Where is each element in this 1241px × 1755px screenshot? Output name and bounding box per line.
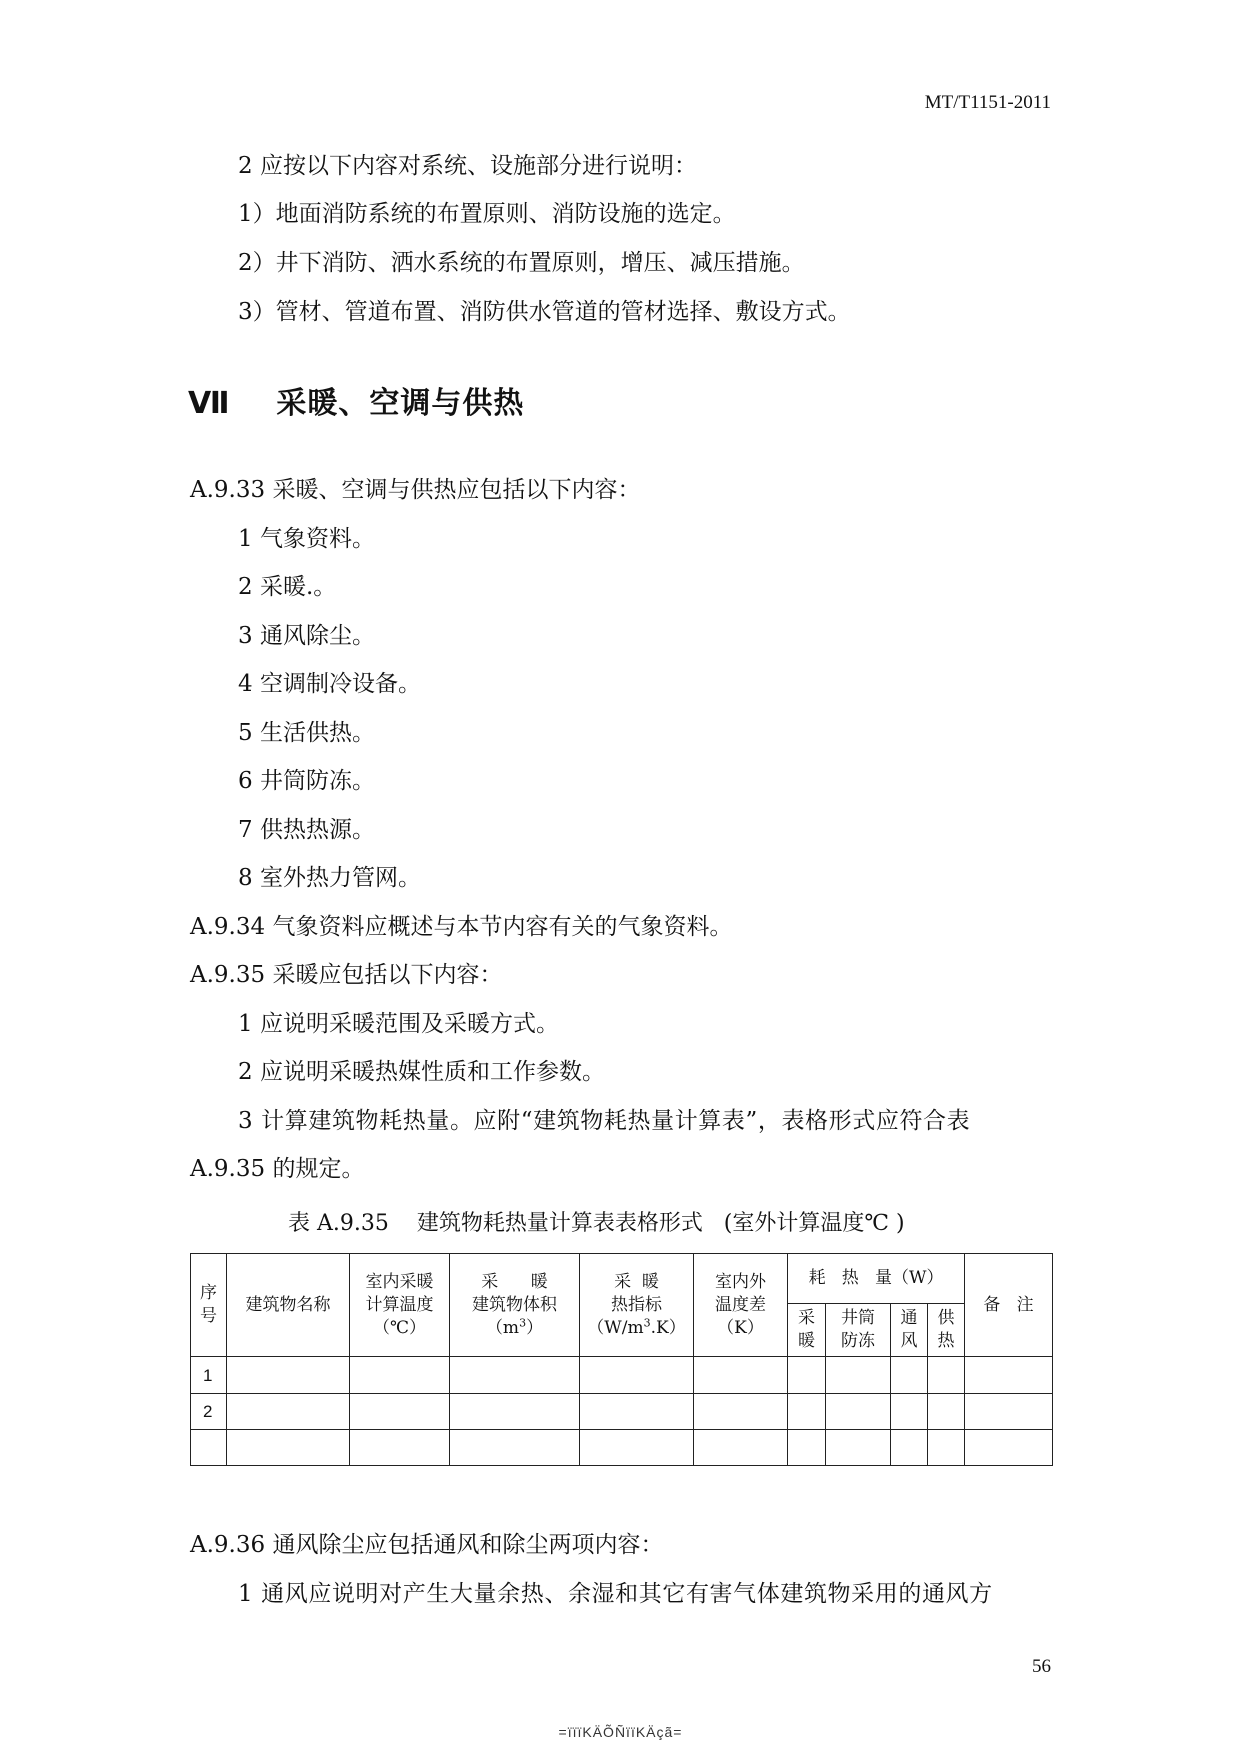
clause-a936-item: 1 通风应说明对产生大量余热、余湿和其它有害气体建筑物采用的通风方 <box>238 1581 993 1607</box>
page-number: 56 <box>1032 1656 1051 1677</box>
row-seq <box>191 1430 227 1466</box>
index-unit-text: （W/m <box>587 1317 644 1338</box>
table-cell <box>928 1357 965 1394</box>
table-cell <box>891 1394 928 1430</box>
table-cell <box>694 1394 788 1430</box>
volume-unit-sup: 3 <box>519 1315 527 1329</box>
clause-a933-item: 3 通风除尘。 <box>238 623 375 649</box>
header-indoor-temp-label: 室内采暖 计算温度 （℃） <box>365 1271 434 1338</box>
table-cell <box>227 1430 350 1466</box>
clause-a933-item: 4 空调制冷设备。 <box>238 671 421 697</box>
row-seq: 1 <box>191 1357 227 1394</box>
clause-a935-item: 2 应说明采暖热媒性质和工作参数。 <box>238 1059 605 1085</box>
table-cell <box>965 1394 1053 1430</box>
volume-unit-text: （m <box>485 1317 520 1338</box>
header-seq <box>191 1254 227 1357</box>
table-cell <box>450 1394 580 1430</box>
table-cell <box>891 1357 928 1394</box>
header-index-line2: 热指标 <box>611 1294 662 1315</box>
standard-code: MT/T1151-2011 <box>924 92 1051 113</box>
clause-a933-item: 7 供热热源。 <box>238 817 375 843</box>
table-cell <box>928 1430 965 1466</box>
header-name-label: 建筑物名称 <box>245 1294 331 1315</box>
header-volume-line2: 建筑物体积 <box>472 1294 557 1315</box>
header-heat-group: 耗 热 量（W） <box>788 1254 965 1304</box>
table-cell <box>350 1357 450 1394</box>
table-cell <box>450 1357 580 1394</box>
table-cell <box>350 1430 450 1466</box>
volume-unit-end: ） <box>526 1317 544 1338</box>
table-row <box>191 1394 1053 1430</box>
table-cell <box>788 1357 826 1394</box>
heat-load-table <box>190 1253 1053 1466</box>
header-index-line1: 采 暖 <box>614 1271 659 1292</box>
header-heating: 采 暖 <box>788 1304 826 1357</box>
table-row <box>191 1357 1053 1394</box>
header-temp-diff-label: 室内外 温度差 （K） <box>715 1271 766 1338</box>
header-supply: 供 热 <box>928 1304 965 1357</box>
table-cell <box>580 1430 694 1466</box>
table-cell <box>694 1357 788 1394</box>
header-ventilation: 通 风 <box>891 1304 928 1357</box>
clause-a935-title: A.9.35 采暖应包括以下内容： <box>190 962 503 988</box>
table-cell <box>450 1430 580 1466</box>
table-cell <box>965 1357 1053 1394</box>
clause-a934: A.9.34 气象资料应概述与本节内容有关的气象资料。 <box>190 914 733 940</box>
table-cell <box>227 1357 350 1394</box>
index-unit-sup: 3 <box>643 1315 651 1329</box>
section-heading: Ⅶ 采暖、空调与供热 <box>188 386 525 421</box>
table-cell <box>788 1394 826 1430</box>
index-unit-end: .K） <box>650 1317 686 1338</box>
header-name <box>227 1254 350 1357</box>
intro-item: 3）管材、管道布置、消防供水管道的管材选择、敷设方式。 <box>238 299 851 325</box>
clause-a935-continuation: A.9.35 的规定。 <box>190 1156 365 1182</box>
row-seq: 2 <box>191 1394 227 1430</box>
table-cell <box>826 1357 891 1394</box>
table-cell <box>580 1394 694 1430</box>
table-cell <box>826 1430 891 1466</box>
header-index-unit <box>580 1317 693 1340</box>
header-volume-line1: 采 暖 <box>481 1271 548 1292</box>
clause-a933-item: 5 生活供热。 <box>238 720 375 746</box>
clause-a935-item: 3 计算建筑物耗热量。应附“建筑物耗热量计算表”，表格形式应符合表 <box>238 1108 971 1134</box>
clause-a936-title: A.9.36 通风除尘应包括通风和除尘两项内容： <box>190 1532 664 1558</box>
clause-a933-item: 8 室外热力管网。 <box>238 865 421 891</box>
clause-a933-item: 6 井筒防冻。 <box>238 768 375 794</box>
header-remarks: 备 注 <box>965 1254 1053 1357</box>
table-cell <box>694 1430 788 1466</box>
intro-item: 2 应按以下内容对系统、设施部分进行说明： <box>238 153 697 179</box>
clause-a933-item: 1 气象资料。 <box>238 526 375 552</box>
header-indoor-temp <box>350 1254 450 1357</box>
table-cell <box>891 1430 928 1466</box>
table-cell <box>350 1394 450 1430</box>
header-temp-diff <box>694 1254 788 1357</box>
header-volume-unit <box>450 1317 579 1340</box>
intro-item: 1）地面消防系统的布置原则、消防设施的选定。 <box>238 201 736 227</box>
table-cell <box>788 1430 826 1466</box>
clause-a933-item: 2 采暖.。 <box>238 574 337 600</box>
table-cell <box>227 1394 350 1430</box>
table-cell <box>965 1430 1053 1466</box>
table-cell <box>826 1394 891 1430</box>
footer-watermark: =ïïïKÄÕÑïïKÄçã= <box>558 1724 683 1740</box>
header-shaft-antifreeze: 井筒 防冻 <box>826 1304 891 1357</box>
intro-item: 2）井下消防、洒水系统的布置原则，增压、减压措施。 <box>238 250 805 276</box>
clause-a933-title: A.9.33 采暖、空调与供热应包括以下内容： <box>190 477 641 503</box>
clause-a935-item: 1 应说明采暖范围及采暖方式。 <box>238 1011 559 1037</box>
table-cell <box>928 1394 965 1430</box>
table-row <box>191 1430 1053 1466</box>
header-seq-label: 序 号 <box>200 1283 217 1326</box>
header-volume <box>450 1254 580 1357</box>
table-caption: 表 A.9.35 建筑物耗热量计算表表格形式 (室外计算温度℃ ) <box>288 1211 905 1236</box>
table-cell <box>580 1357 694 1394</box>
header-heat-index <box>580 1254 694 1357</box>
